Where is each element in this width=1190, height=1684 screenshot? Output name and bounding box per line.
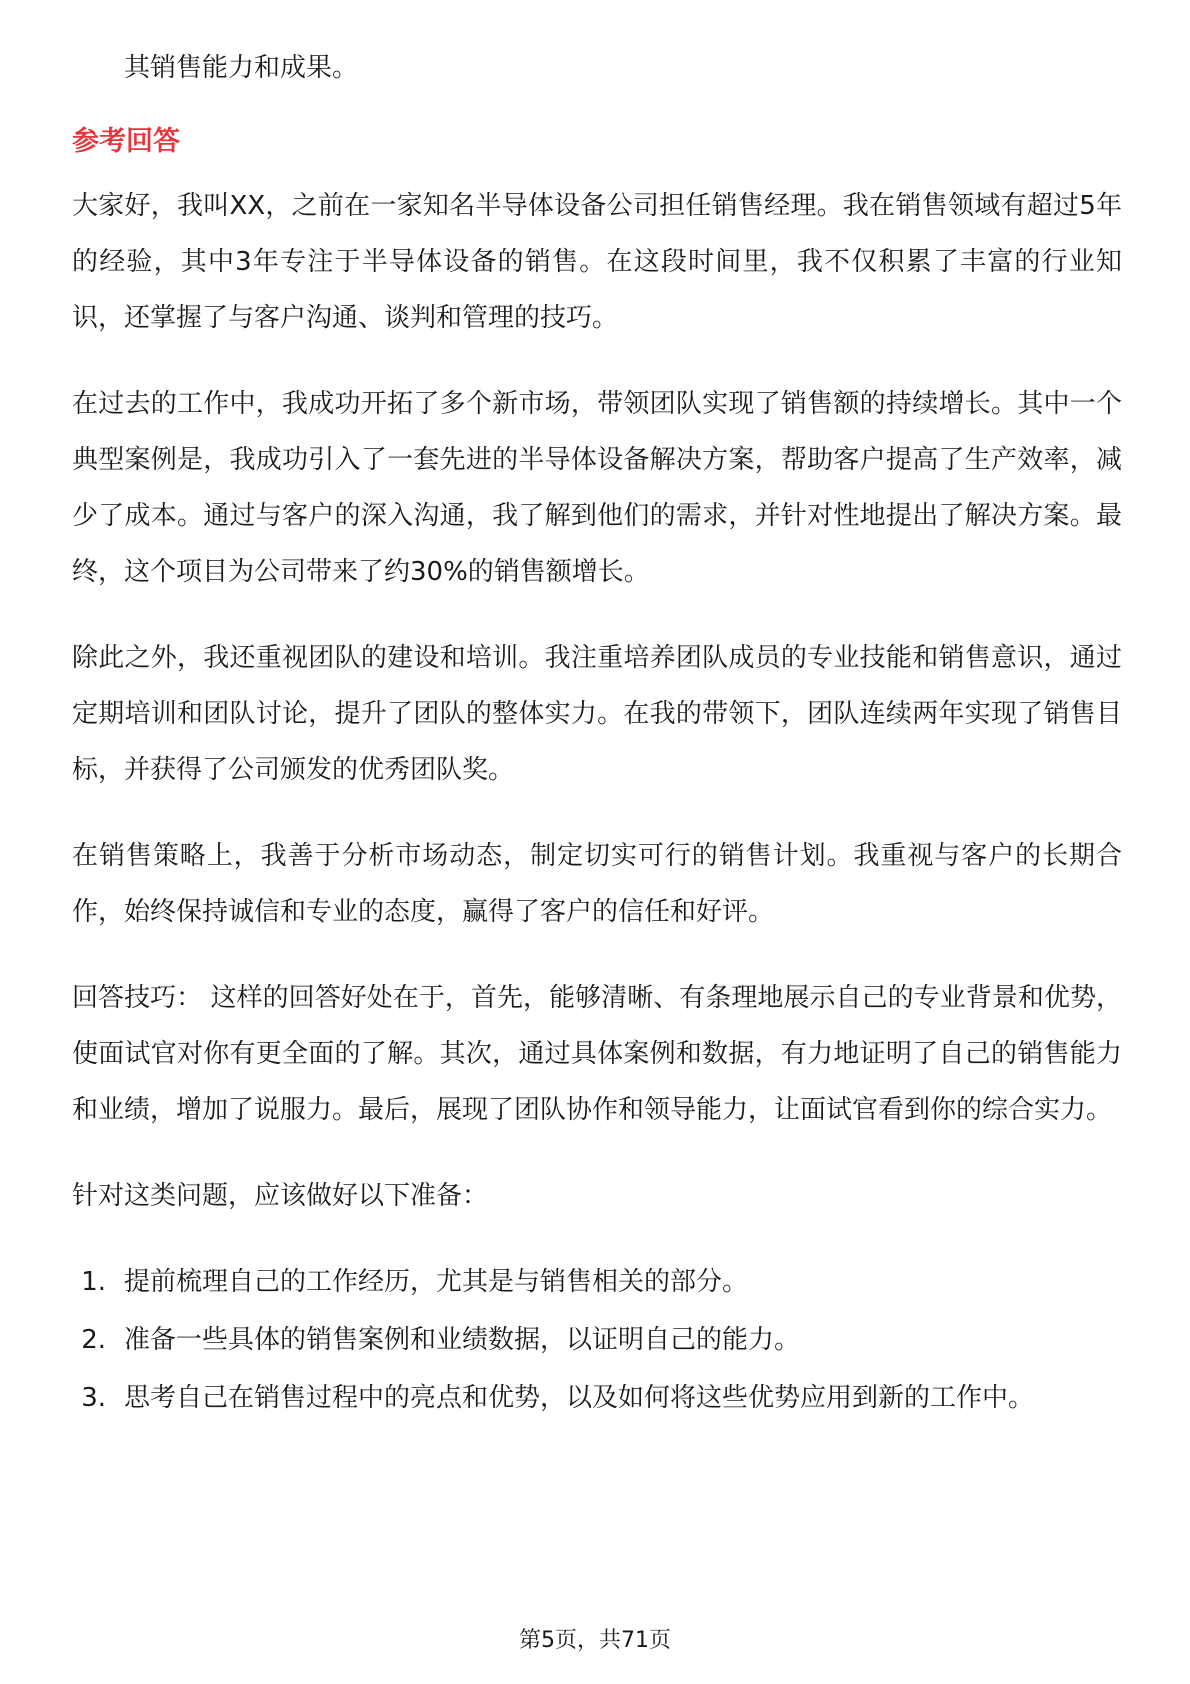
list-text: 准备一些具体的销售案例和业绩数据，以证明自己的能力。 <box>124 1325 801 1355</box>
list-text: 提前梳理自己的工作经历，尤其是与销售相关的部分。 <box>124 1267 749 1297</box>
list-item <box>72 1254 1122 1310</box>
page-number-footer: 第5页，共71页 <box>519 1628 671 1653</box>
paragraph-achievements: 在过去的工作中，我成功开拓了多个新市场，带领团队实现了销售额的持续增长。其中一个典型案例是，我成功引入了一套先进的半导体设备解决方案，帮助客户提高了生产效率，减少了成本。通过与客户的深入沟通，我了解到他们的需求，并针对性地提出了解决方案。最终，这个项目为公司带来了约30%的销售额增长。 <box>72 389 1122 587</box>
list-number: 3. <box>81 1383 106 1413</box>
list-text: 思考自己在销售过程中的亮点和优势，以及如何将这些优势应用到新的工作中。 <box>124 1383 1035 1413</box>
paragraph-intro: 大家好，我叫XX，之前在一家知名半导体设备公司担任销售经理。我在销售领域有超过5年的经验，其中3年专注于半导体设备的销售。在这段时间里，我不仅积累了丰富的行业知识，还掌握了与客户沟通、谈判和管理的技巧。 <box>72 191 1122 333</box>
paragraph-preparation-intro: 针对这类问题，应该做好以下准备： <box>72 1181 489 1211</box>
paragraph-team: 除此之外，我还重视团队的建设和培训。我注重培养团队成员的专业技能和销售意识，通过定期培训和团队讨论，提升了团队的整体实力。在我的带领下，团队连续两年实现了销售目标，并获得了公司颁发的优秀团队奖。 <box>72 643 1122 785</box>
lead-line: 其销售能力和成果。 <box>124 53 359 83</box>
list-item <box>72 1370 1122 1426</box>
paragraph-answer-tips: 回答技巧： 这样的回答好处在于，首先，能够清晰、有条理地展示自己的专业背景和优势，使面试官对你有更全面的了解。其次，通过具体案例和数据，有力地证明了自己的销售能力和业绩，增加了说服力。最后，展现了团队协作和领导能力，让面试官看到你的综合实力。 <box>72 983 1122 1125</box>
list-number: 1. <box>81 1267 106 1297</box>
preparation-list <box>72 1254 1122 1426</box>
list-item <box>72 1312 1122 1368</box>
page-content <box>72 40 1122 1428</box>
paragraph-strategy: 在销售策略上，我善于分析市场动态，制定切实可行的销售计划。我重视与客户的长期合作，始终保持诚信和专业的态度，赢得了客户的信任和好评。 <box>72 841 1122 927</box>
list-number: 2. <box>81 1325 106 1355</box>
section-title: 参考回答 <box>72 126 180 157</box>
